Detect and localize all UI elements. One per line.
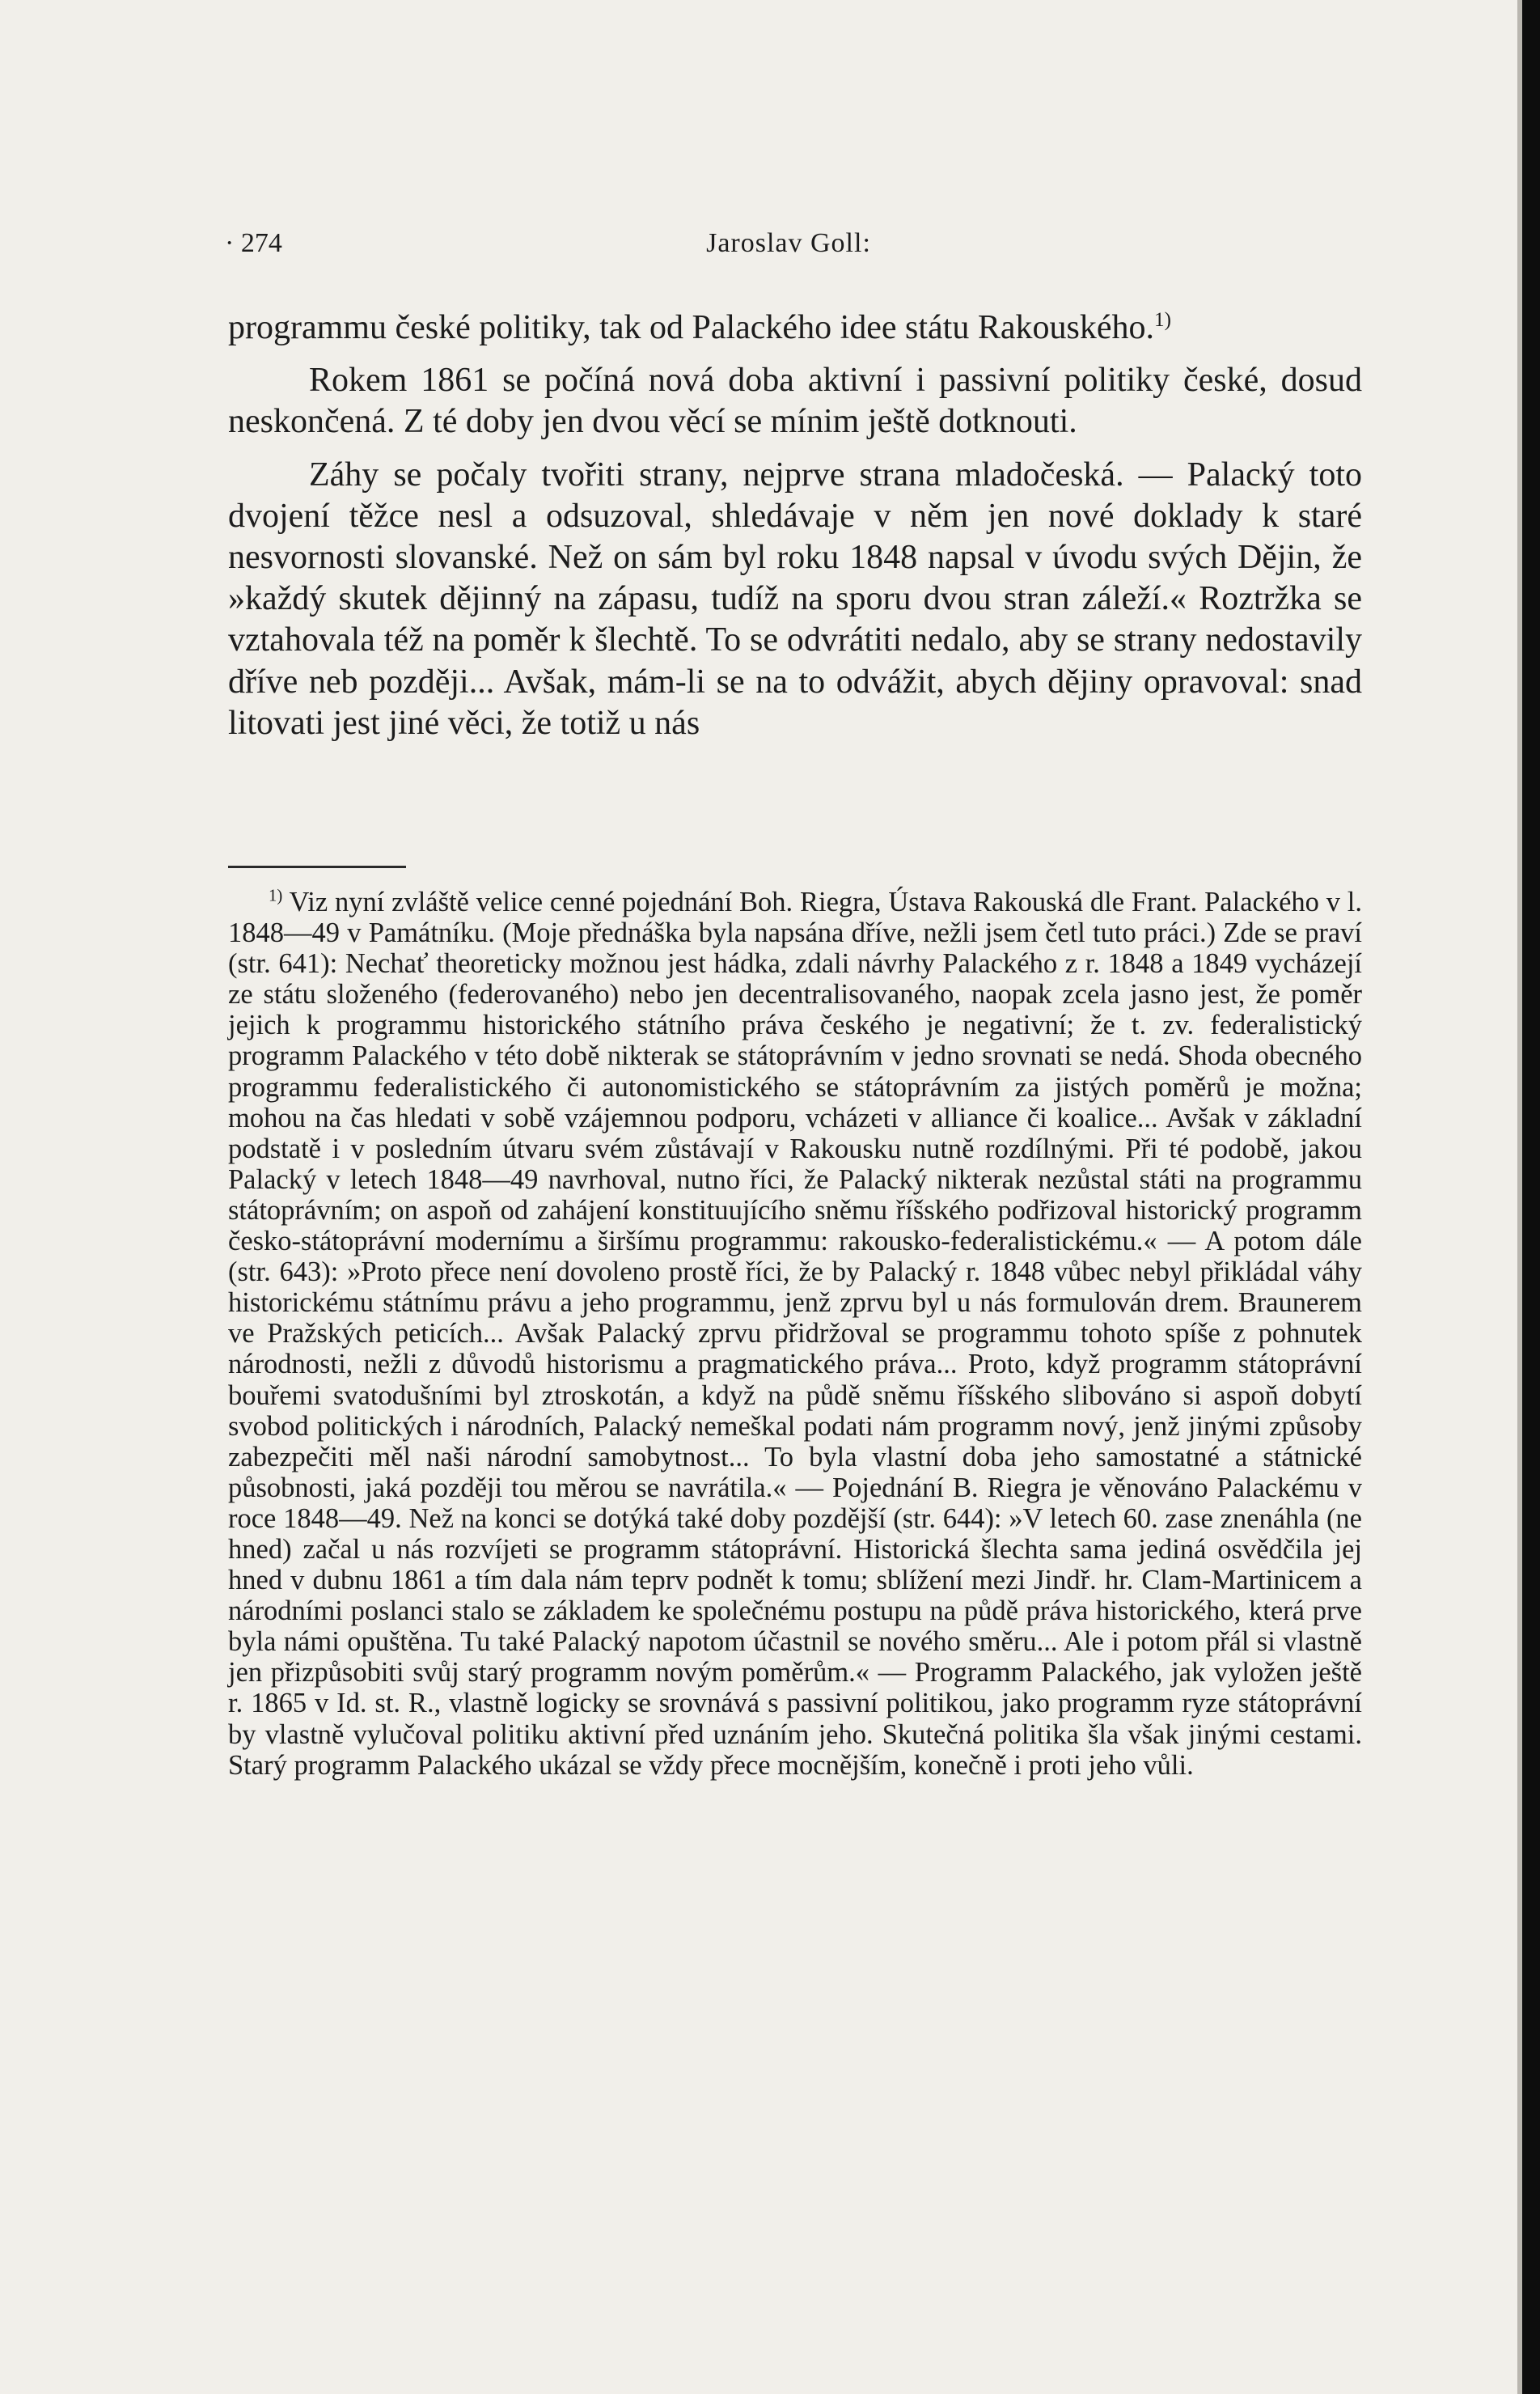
page-header [218, 228, 1359, 269]
footnote-reference: 1) [1154, 309, 1171, 331]
paragraph-1-text: programmu české politiky, tak od Palackého idee státu Rakouského. [228, 309, 1154, 346]
main-text [228, 307, 1362, 744]
paragraph-3: Záhy se počaly tvořiti strany, nejprve strana mladočeská. — Palacký toto dvojení těžce nesl a odsuzoval, shledávaje v něm jen nové doklady k staré nesvornosti slovanské. Než on sám byl roku 1848 napsal v úvodu svých Dějin, že »každý skutek dějinný na zápasu, tudíž na sporu dvou stran záleží.« Roztržka se vztahovala též na poměr k šlechtě. To se odvrátiti nedalo, aby se strany nedostavily dříve neb později... Avšak, mám-li se na to odvážit, abych dějiny opravoval: snad litovati jest jiné věci, že totiž u nás [228, 455, 1362, 742]
footnote-1 [228, 887, 1369, 1781]
running-head: Jaroslav Goll: [706, 228, 871, 258]
paragraph-1 [228, 307, 1362, 349]
paragraph-2: Rokem 1861 se počíná nová doba aktivní i passivní politiky české, dosud neskončená. Z té doby jen dvou věcí se mínim ještě dotknouti. [228, 362, 1362, 441]
page-edge-border [1522, 0, 1540, 2394]
footnote-1-text: Viz nyní zvláště velice cenné pojednání Boh. Riegra, Ústava Rakouská dle Frant. Palackého v l. 1848—49 v Památníku. (Moje přednáška byla napsána dříve, nežli jsem četl tuto práci.) Zde se praví (str. 641): Nechať theoreticky možnou jest hádka, zdali návrhy Palackého z r. 1848 a 1849 vycházejí ze státu složeného (federovaného) nebo jen decentralisovaného, naopak zcela jasno jest, že poměr jejich k programmu historického státního práva českého je negativní; že t. zv. federalistický programm Palackého v této době nikterak se státoprávním v jedno srovnati se nedá. Shoda obecného programmu federalistického či autonomistického se státoprávním za jistých poměrů je možna; mohou na čas hledati v sobě vzájemnou podporu, vcházeti v alliance či koalice... Avšak v základní podstatě i v posledním útvaru svém zůstávají v Rakousku nutně rozdílnými. Při té podobě, jakou Palacký v letech 1848—49 navrhoval, nutno říci, že Palacký nikterak nezůstal státi na programmu státoprávním; on aspoň od zahájení konstituujícího sněmu říšského podřizoval historický programm česko-státoprávní modernímu a širšímu programmu: rakousko-federalistickému.« — A potom dále (str. 643): »Proto přece není dovoleno prostě říci, že by Palacký r. 1848 vůbec nebyl přikládal váhy historickému státnímu právu a jeho programmu, jenž zprvu byl u nás formulován drem. Braunerem ve Pražských peticích... Avšak Palacký zprvu přidržoval se programmu tohoto spíše z pohnutek národnosti, nežli z důvodů historismu a pragmatického práva... Proto, když programm státoprávní bouřemi svatodušními byl ztroskotán, a když na půdě sněmu říšského slibováno si aspoň dobytí svobod politických i národních, Palacký nemeškal podati nám programm nový, jenž jinými způsoby zabezpečiti měl naši národní samobytnost... To byla vlastní doba jeho samostatné a státnické působnosti, jaká později tou měrou se navrátila.« — Pojednání B. Riegra je věnováno Palackému v roce 1848—49. Než na konci se dotýká také doby pozdější (str. 644): »V letech 60. zase znenáhla (ne hned) začal u nás rozvíjeti se programm státoprávní. Historická šlechta sama jediná osvědčila jej hned v dubnu 1861 a tím dala nám teprv podnět k tomu; sblížení mezi Jindř. hr. Clam-Martinicem a národními poslanci stalo se základem ke společnému postupu na půdě práva historického, která prve byla námi opuštěna. Tu také Palacký napotom účastnil se nového směru... Ale i potom přál si vlastně jen přizpůsobiti svůj starý programm novým poměrům.« — Programm Palackého, jak vyložen ještě r. 1865 v Id. st. R., vlastně logicky se srovnává s passivní politikou, jako programm ryze státoprávní by vlastně vylučoval politiku aktivní před uznáním jeho. Skutečná politika šla však jinými cestami. Starý programm Palackého ukázal se vždy přece mocnějším, konečně i proti jeho vůli. [228, 887, 1369, 1781]
page-number: · 274 [225, 228, 282, 258]
footnote-divider [228, 866, 406, 868]
footnotes [228, 887, 1369, 1781]
footnote-marker: 1) [269, 887, 283, 905]
